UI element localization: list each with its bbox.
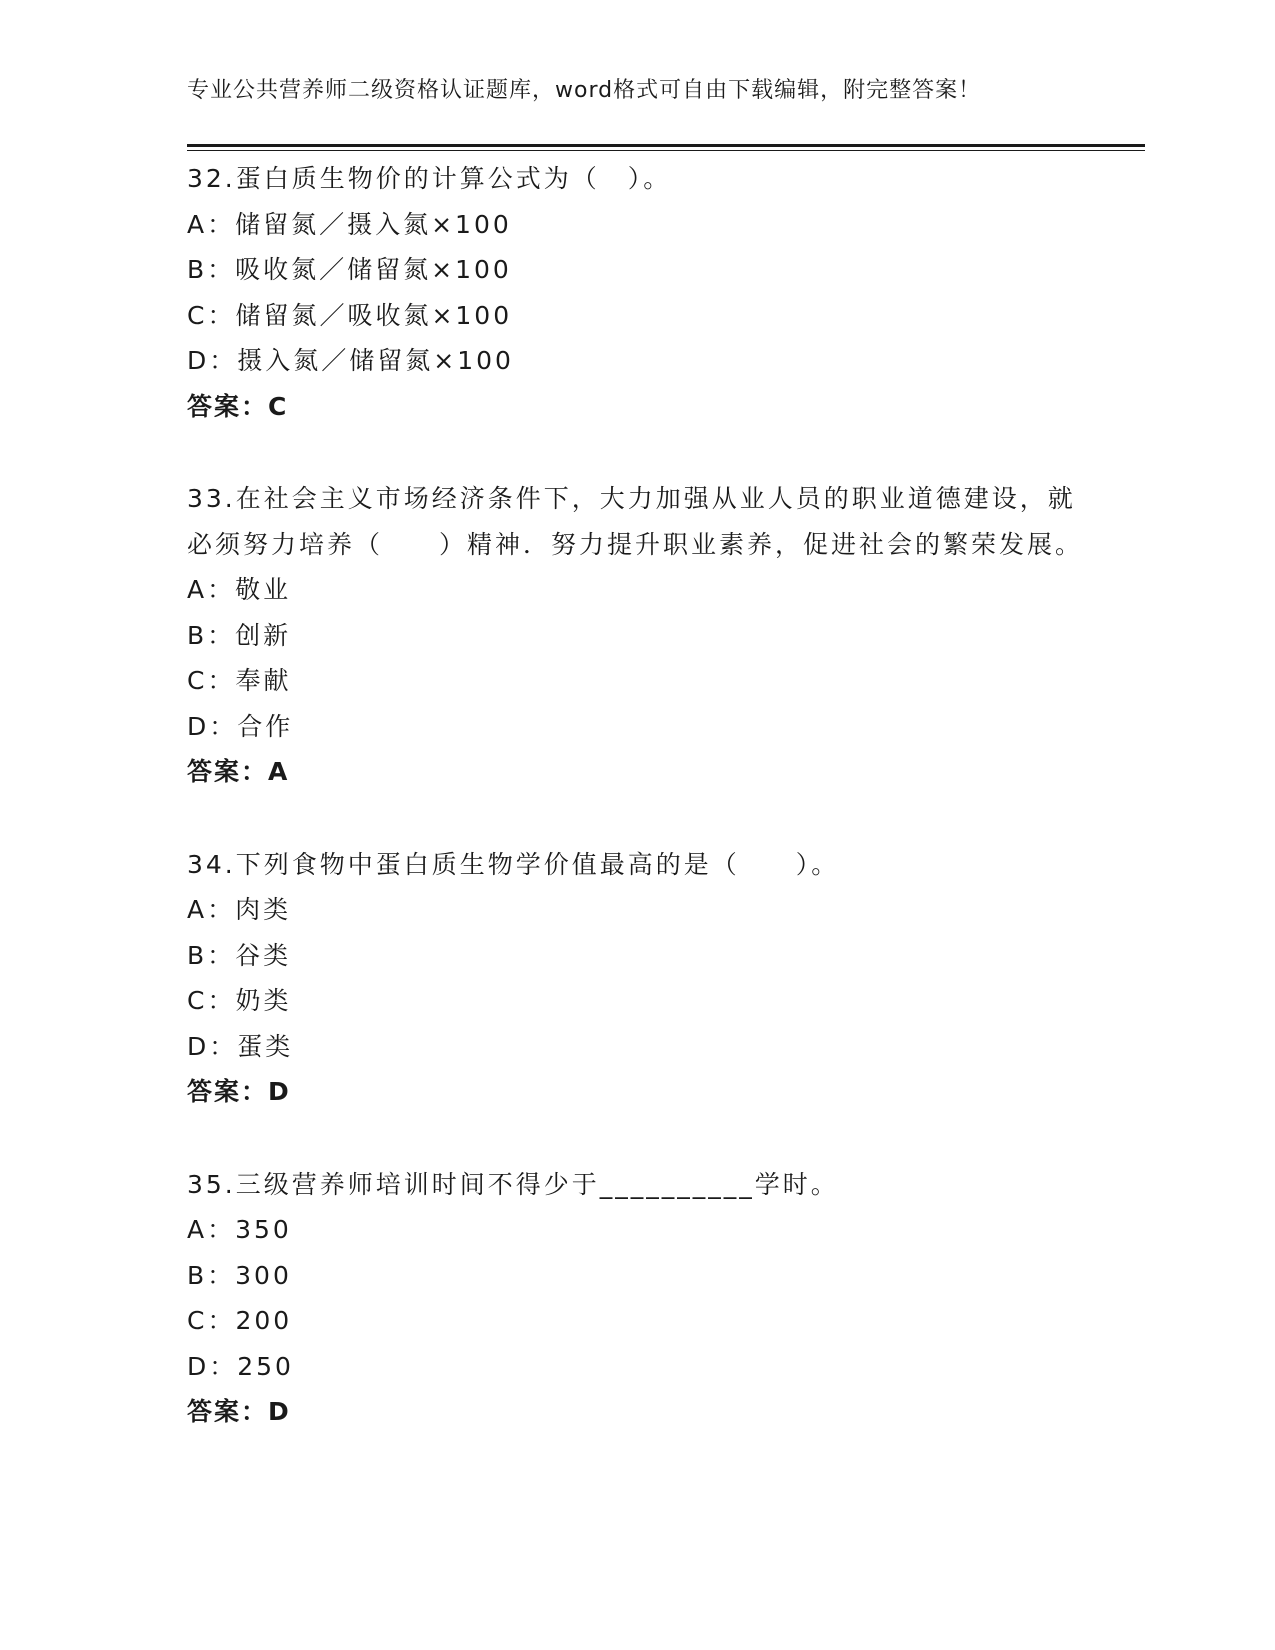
option-b: B：吸收氮／储留氮×100 xyxy=(187,255,512,284)
question-32 xyxy=(187,156,1087,429)
option-d: D：合作 xyxy=(187,711,294,741)
page-header: 专业公共营养师二级资格认证题库，word格式可自由下载编辑，附完整答案！ xyxy=(187,78,982,103)
answer-line: 答案：D xyxy=(187,1397,291,1426)
option-a: A：敬业 xyxy=(187,575,292,604)
option-b: B：谷类 xyxy=(187,940,292,970)
question-stem: 33.在社会主义市场经济条件下，大力加强从业人员的职业道德建设，就必须努力培养（ ）精神．努力提升职业素养，促进社会的繁荣发展。 xyxy=(187,484,1084,559)
option-c: C：200 xyxy=(187,1306,293,1335)
option-c: C：奶类 xyxy=(187,986,292,1015)
header-divider-thick xyxy=(187,144,1145,147)
option-a: A：储留氮／摄入氮×100 xyxy=(187,209,512,239)
option-a: A：350 xyxy=(187,1215,292,1244)
question-list xyxy=(187,156,1087,1482)
option-d: D：蛋类 xyxy=(187,1031,294,1061)
question-stem: 32.蛋白质生物价的计算公式为（ ）。 xyxy=(187,164,672,193)
option-d: D：250 xyxy=(187,1351,294,1381)
option-b: B：创新 xyxy=(187,620,292,650)
question-33 xyxy=(187,476,1087,795)
option-c: C：奉献 xyxy=(187,666,292,695)
answer-line: 答案：C xyxy=(187,391,289,421)
header-divider-thin xyxy=(187,150,1145,151)
option-b: B：300 xyxy=(187,1260,292,1290)
answer-line: 答案：D xyxy=(187,1077,291,1106)
question-35 xyxy=(187,1162,1087,1435)
question-stem: 35.三级营养师培训时间不得少于__________学时。 xyxy=(187,1169,839,1199)
option-a: A：肉类 xyxy=(187,895,292,924)
option-c: C：储留氮／吸收氮×100 xyxy=(187,300,513,330)
question-stem: 34.下列食物中蛋白质生物学价值最高的是（ ）。 xyxy=(187,849,840,879)
answer-line: 答案：A xyxy=(187,757,290,786)
option-d: D：摄入氮／储留氮×100 xyxy=(187,346,514,375)
question-34 xyxy=(187,842,1087,1115)
